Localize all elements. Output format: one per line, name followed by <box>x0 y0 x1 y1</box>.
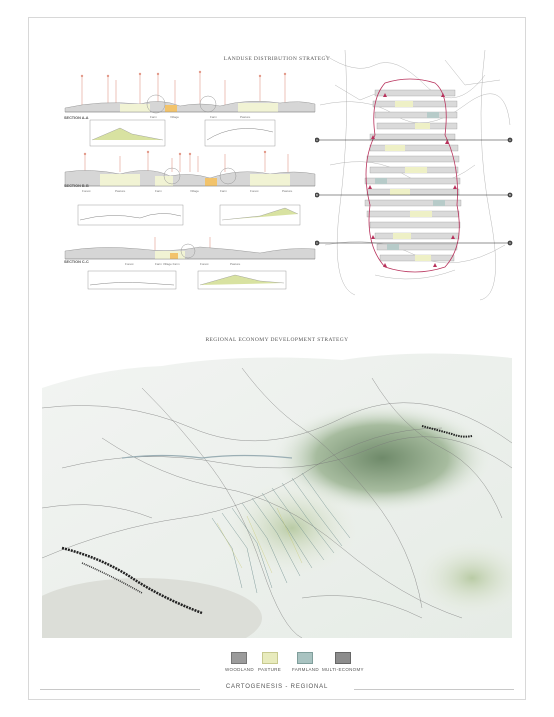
legend-woodland <box>225 652 254 672</box>
legend-woodland-label: WOODLAND <box>225 667 254 672</box>
section-c-c-label: SECTION C-C <box>64 260 89 264</box>
section-b-b-label: SECTION B-B <box>64 184 89 188</box>
regional-terrain-render <box>42 348 512 638</box>
svg-text:Forest: Forest <box>125 262 134 266</box>
marker-a-left: A <box>316 139 318 142</box>
legend-pasture <box>258 652 281 672</box>
svg-text:Village: Village <box>170 115 179 119</box>
svg-text:Pasture: Pasture <box>240 115 251 119</box>
svg-text:Forest: Forest <box>250 189 259 193</box>
marker-a-right: A <box>509 139 511 142</box>
landuse-heading: LANDUSE DISTRIBUTION STRATEGY <box>223 56 331 62</box>
svg-text:Farm: Farm <box>220 189 227 193</box>
legend-farmland <box>292 652 319 672</box>
section-a-a-label: SECTION A-A <box>64 116 89 120</box>
svg-text:Forest: Forest <box>200 262 209 266</box>
svg-text:Pasture: Pasture <box>115 189 126 193</box>
svg-text:Pasture: Pasture <box>230 262 241 266</box>
legend-woodland-swatch <box>231 652 247 664</box>
marker-c-right: C <box>509 242 511 245</box>
footer-title: CARTOGENESIS - REGIONAL <box>225 684 329 690</box>
legend-farmland-swatch <box>297 652 313 664</box>
marker-b-right: B <box>509 194 511 197</box>
legend-multi-economy-label: MULTI-ECONOMY <box>322 667 364 672</box>
svg-text:Farm Village Farm: Farm Village Farm <box>155 262 180 266</box>
svg-text:Farm: Farm <box>150 115 157 119</box>
landuse-plan-map <box>315 45 515 305</box>
svg-text:Pasture: Pasture <box>282 189 293 193</box>
section-c-c-drawing <box>60 235 320 295</box>
svg-text:Farm: Farm <box>210 115 217 119</box>
section-b-b-drawing <box>60 150 320 240</box>
legend-pasture-swatch <box>262 652 278 664</box>
svg-text:Forest: Forest <box>82 189 91 193</box>
svg-text:Village: Village <box>190 189 199 193</box>
legend-farmland-label: FARMLAND <box>292 667 319 672</box>
legend-multi-economy <box>322 652 364 672</box>
marker-c-left: C <box>316 242 318 245</box>
economy-heading: REGIONAL ECONOMY DEVELOPMENT STRATEGY <box>205 337 349 343</box>
legend-multi-economy-swatch <box>335 652 351 664</box>
svg-text:Farm: Farm <box>155 189 162 193</box>
marker-b-left: B <box>316 194 318 197</box>
legend-pasture-label: PASTURE <box>258 667 282 672</box>
